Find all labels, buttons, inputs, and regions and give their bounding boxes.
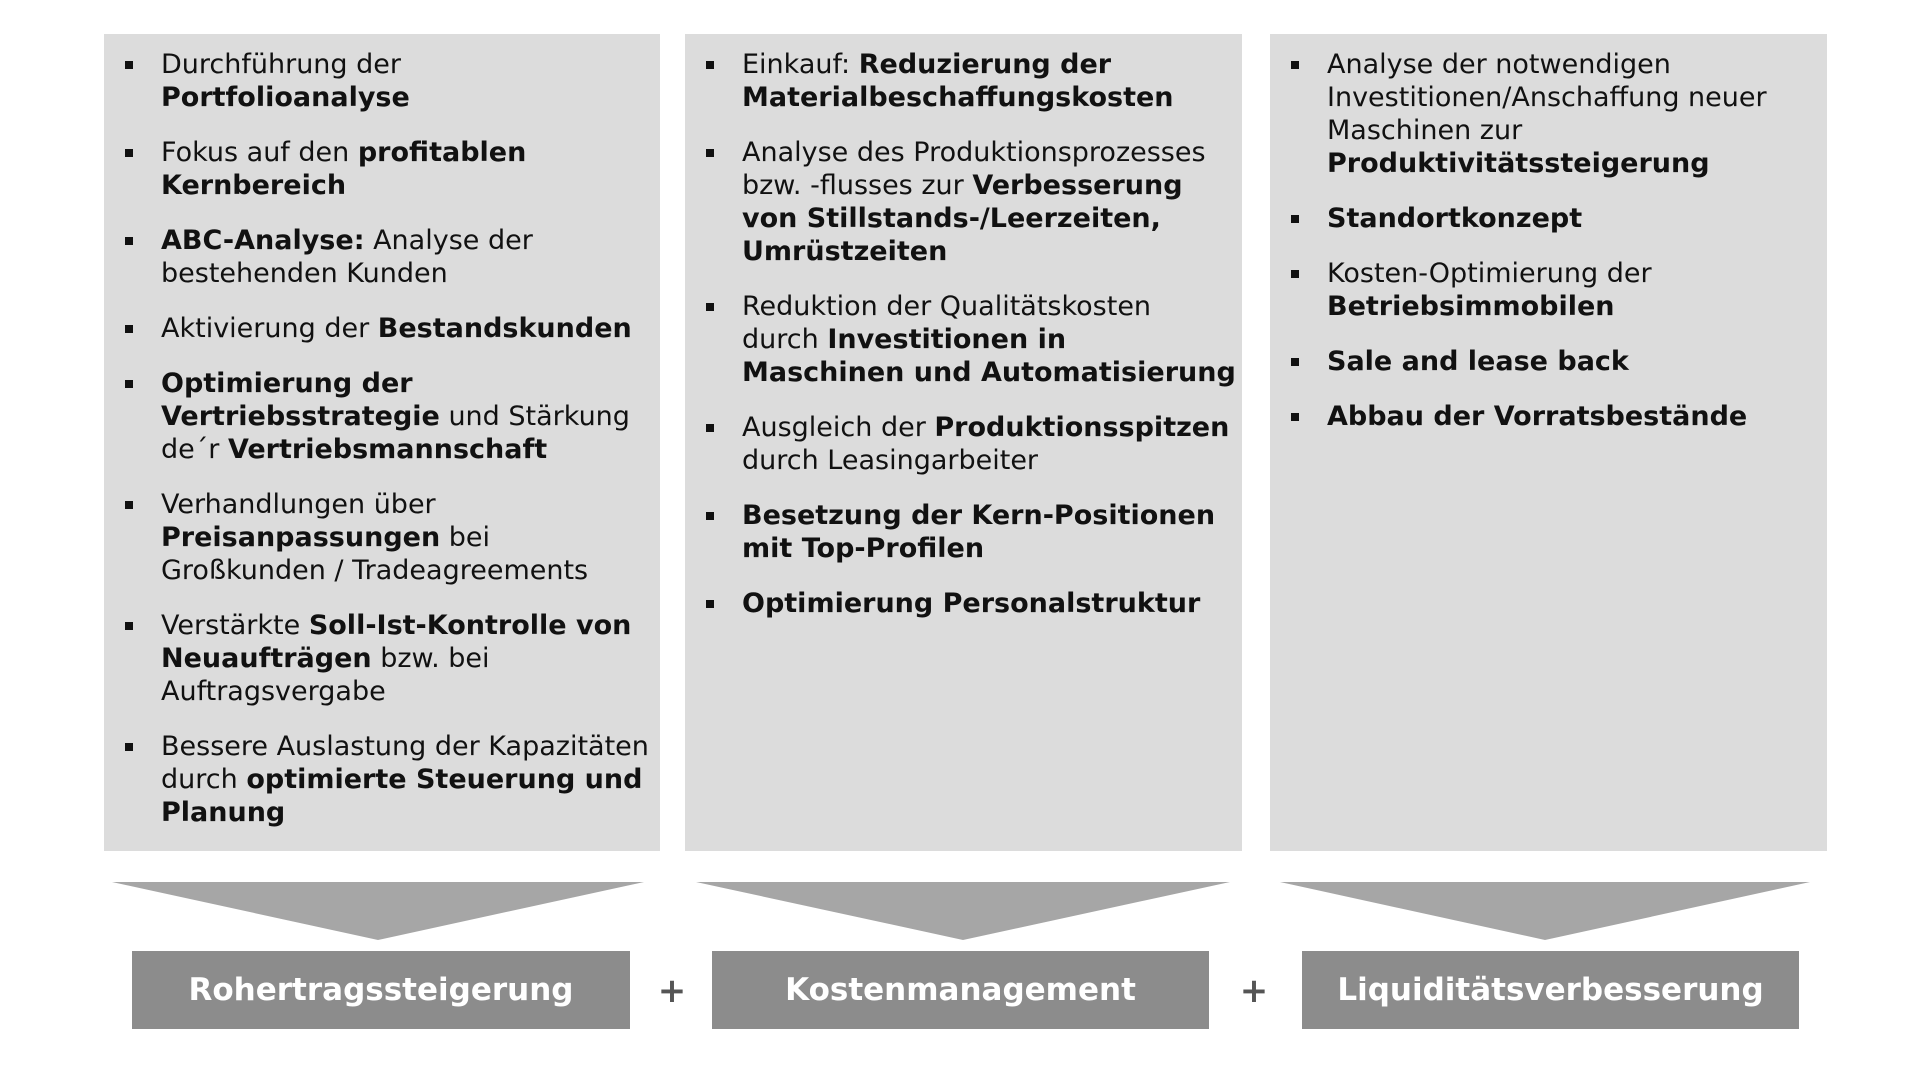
- bullet-text-bold: Besetzung der Kern-Positionen mit Top-Profilen: [742, 500, 1216, 564]
- bullet-item: [104, 224, 660, 290]
- bullet-text: Analyse des Produktionsprozesses bzw. -flusses zur: [742, 137, 1206, 201]
- bullet-square-icon: [125, 149, 133, 157]
- down-arrow-shape: [1280, 882, 1810, 940]
- bullet-text-bold: Sale and lease back: [1327, 346, 1629, 377]
- bullet-text-bold: Optimierung Personalstruktur: [742, 588, 1201, 619]
- bullet-text: Kosten-Optimierung der: [1327, 258, 1652, 289]
- bullet-text: und Stärkung de´r: [161, 401, 630, 465]
- bullet-square-icon: [125, 237, 133, 245]
- bullet-square-icon: [1291, 358, 1299, 366]
- bullet-square-icon: [1291, 270, 1299, 278]
- bullet-text-bold: Portfolioanalyse: [161, 82, 410, 113]
- bullet-square-icon: [706, 424, 714, 432]
- bullet-text: Einkauf:: [742, 49, 859, 80]
- bullet-item: [1270, 202, 1827, 235]
- outcome-box-kostenmanagement: Kostenmanagement: [712, 951, 1209, 1029]
- bullet-text-bold: Optimierung der Vertriebsstrategie: [161, 368, 440, 432]
- bullet-item: [685, 411, 1242, 477]
- bullet-item: [104, 367, 660, 466]
- bullet-text: bei Großkunden / Tradeagreements: [161, 522, 589, 586]
- bullet-item: [685, 499, 1242, 565]
- bullet-text: Fokus auf den: [161, 137, 358, 168]
- bullet-square-icon: [125, 501, 133, 509]
- bullet-square-icon: [706, 303, 714, 311]
- outcome-box-rohertragssteigerung: Rohertragssteigerung: [132, 951, 630, 1029]
- bullet-square-icon: [706, 600, 714, 608]
- bullet-square-icon: [706, 61, 714, 69]
- down-arrow-shape: [696, 882, 1230, 940]
- column-panel-kosten: [685, 34, 1242, 851]
- bullet-item: [685, 290, 1242, 389]
- bullet-square-icon: [706, 512, 714, 520]
- bullet-text: Durchführung der: [161, 49, 401, 80]
- bullet-text: Analyse der notwendigen Investitionen/Anschaffung neuer Maschinen zur: [1327, 49, 1767, 146]
- bullet-text-bold: Reduzierung der Materialbeschaffungskosten: [742, 49, 1174, 113]
- down-arrow-shape: [112, 882, 644, 940]
- bullet-text-bold: Produktivitätssteigerung: [1327, 148, 1710, 179]
- plus-operator: +: [1239, 971, 1269, 1011]
- bullet-square-icon: [125, 325, 133, 333]
- bullet-text: durch Leasingarbeiter: [742, 445, 1039, 476]
- bullet-text: Bessere Auslastung der Kapazitäten durch: [161, 731, 649, 795]
- bullet-text: bzw. bei Auftragsvergabe: [161, 643, 490, 707]
- bullet-list: [104, 34, 660, 829]
- bullet-text-bold: Verbesserung von Stillstands-/Leerzeiten, Umrüstzeiten: [742, 170, 1183, 267]
- bullet-item: [104, 136, 660, 202]
- bullet-text-bold: ABC-Analyse:: [161, 225, 365, 256]
- bullet-square-icon: [1291, 413, 1299, 421]
- bullet-text: Reduktion der Qualitätskosten durch: [742, 291, 1152, 355]
- bullet-item: [685, 587, 1242, 620]
- bullet-item: [104, 488, 660, 587]
- bullet-text: Ausgleich der: [742, 412, 935, 443]
- bullet-text-bold: profitablen Kernbereich: [161, 137, 527, 201]
- bullet-text-bold: Soll-Ist-Kontrolle von Neuaufträgen: [161, 610, 632, 674]
- bullet-text-bold: Standortkonzept: [1327, 203, 1583, 234]
- bullet-text: Aktivierung der: [161, 313, 378, 344]
- bullet-item: [685, 136, 1242, 268]
- bullet-text: Verhandlungen über: [161, 489, 436, 520]
- bullet-item: [1270, 48, 1827, 180]
- column-panel-rohertrag: [104, 34, 660, 851]
- bullet-square-icon: [125, 743, 133, 751]
- bullet-item: [1270, 400, 1827, 433]
- bullet-text-bold: Produktionsspitzen: [934, 412, 1230, 443]
- outcome-box-liquiditaetsverbesserung: Liquiditätsverbesserung: [1302, 951, 1799, 1029]
- bullet-text: Analyse der bestehenden Kunden: [161, 225, 533, 289]
- bullet-item: [1270, 345, 1827, 378]
- bullet-text-bold: optimierte Steuerung und Planung: [161, 764, 643, 828]
- bullet-square-icon: [1291, 61, 1299, 69]
- bullet-text-bold: Investitionen in Maschinen und Automatisierung: [742, 324, 1236, 388]
- bullet-item: [104, 730, 660, 829]
- bullet-text-bold: Bestandskunden: [377, 313, 632, 344]
- bullet-item: [685, 48, 1242, 114]
- column-panel-liquiditaet: [1270, 34, 1827, 851]
- bullet-text-bold: Preisanpassungen: [161, 522, 441, 553]
- bullet-item: [104, 609, 660, 708]
- bullet-square-icon: [125, 61, 133, 69]
- plus-operator: +: [657, 971, 687, 1011]
- bullet-square-icon: [1291, 215, 1299, 223]
- bullet-list: [1270, 34, 1827, 433]
- bullet-text: Verstärkte: [161, 610, 309, 641]
- bullet-list: [685, 34, 1242, 620]
- bullet-text-bold: Abbau der Vorratsbestände: [1327, 401, 1748, 432]
- bullet-text-bold: Betriebsimmobilen: [1327, 291, 1615, 322]
- bullet-item: [104, 312, 660, 345]
- bullet-text-bold: Vertriebsmannschaft: [227, 434, 548, 465]
- bullet-square-icon: [125, 380, 133, 388]
- bullet-square-icon: [706, 149, 714, 157]
- bullet-square-icon: [125, 622, 133, 630]
- bullet-item: [104, 48, 660, 114]
- bullet-item: [1270, 257, 1827, 323]
